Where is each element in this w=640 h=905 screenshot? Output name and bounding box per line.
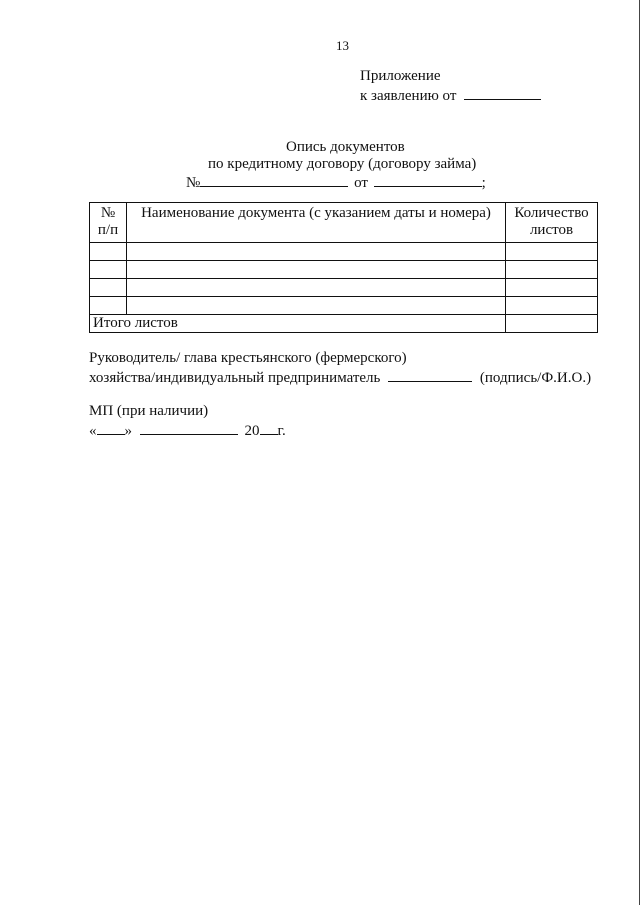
date-line (89, 421, 286, 440)
header-name-line1: Наименование документа (с указанием даты и номера) (141, 205, 491, 221)
date-from-label: от (354, 175, 368, 191)
total-label-cell (90, 315, 506, 333)
cell-doc-name[interactable] (127, 261, 506, 279)
cell-doc-name[interactable] (127, 279, 506, 297)
header-cell-number (90, 203, 127, 243)
header-count-line1: Количество (514, 205, 589, 221)
year-blank[interactable] (260, 421, 278, 435)
signature-blank[interactable] (388, 368, 472, 382)
appendix-reference (360, 86, 541, 105)
cell-doc-name[interactable] (127, 243, 506, 261)
contract-date-blank[interactable] (374, 173, 482, 187)
cell-number[interactable] (90, 243, 127, 261)
total-value-cell[interactable] (506, 315, 598, 333)
table-total-row (90, 315, 598, 333)
signature-hint: (подпись/Ф.И.О.) (479, 370, 592, 386)
cell-sheet-count[interactable] (506, 243, 598, 261)
cell-number[interactable] (90, 261, 127, 279)
stamp-label: МП (при наличии) (89, 403, 209, 419)
cell-sheet-count[interactable] (506, 279, 598, 297)
documents-table (89, 202, 598, 333)
date-close-quote: » (124, 423, 132, 439)
year-prefix: 20 (244, 423, 260, 439)
appendix-label: Приложение (360, 68, 441, 84)
signature-line (89, 368, 591, 387)
year-suffix: г. (277, 423, 286, 439)
end-semicolon: ; (481, 175, 486, 191)
table-row (90, 261, 598, 279)
contract-number-blank[interactable] (200, 173, 348, 187)
header-number-line2: п/п (97, 222, 119, 238)
cell-sheet-count[interactable] (506, 261, 598, 279)
total-label: Итого листов (93, 315, 178, 331)
month-blank[interactable] (140, 421, 238, 435)
table-row (90, 279, 598, 297)
cell-doc-name[interactable] (127, 297, 506, 315)
header-cell-name (127, 203, 506, 243)
day-blank[interactable] (97, 421, 125, 435)
document-subtitle: по кредитному договору (договору займа) (208, 156, 477, 172)
date-open-quote: « (89, 423, 97, 439)
table-header-row (90, 203, 598, 243)
signature-title-line2: хозяйства/индивидуальный предприниматель (89, 370, 381, 386)
cell-number[interactable] (90, 297, 127, 315)
document-title: Опись документов (286, 139, 405, 155)
signature-title-line1: Руководитель/ глава крестьянского (фермерского) (89, 350, 407, 366)
header-count-line2: листов (529, 222, 574, 238)
table-row (90, 297, 598, 315)
number-sign: № (186, 175, 201, 191)
contract-number-line (186, 173, 486, 192)
page-number: 13 (336, 38, 349, 53)
header-number-line1: № (100, 205, 116, 221)
table-row (90, 243, 598, 261)
cell-number[interactable] (90, 279, 127, 297)
cell-sheet-count[interactable] (506, 297, 598, 315)
appendix-reference-text: к заявлению от (360, 88, 457, 104)
appendix-date-blank[interactable] (464, 86, 541, 100)
header-cell-count (506, 203, 598, 243)
